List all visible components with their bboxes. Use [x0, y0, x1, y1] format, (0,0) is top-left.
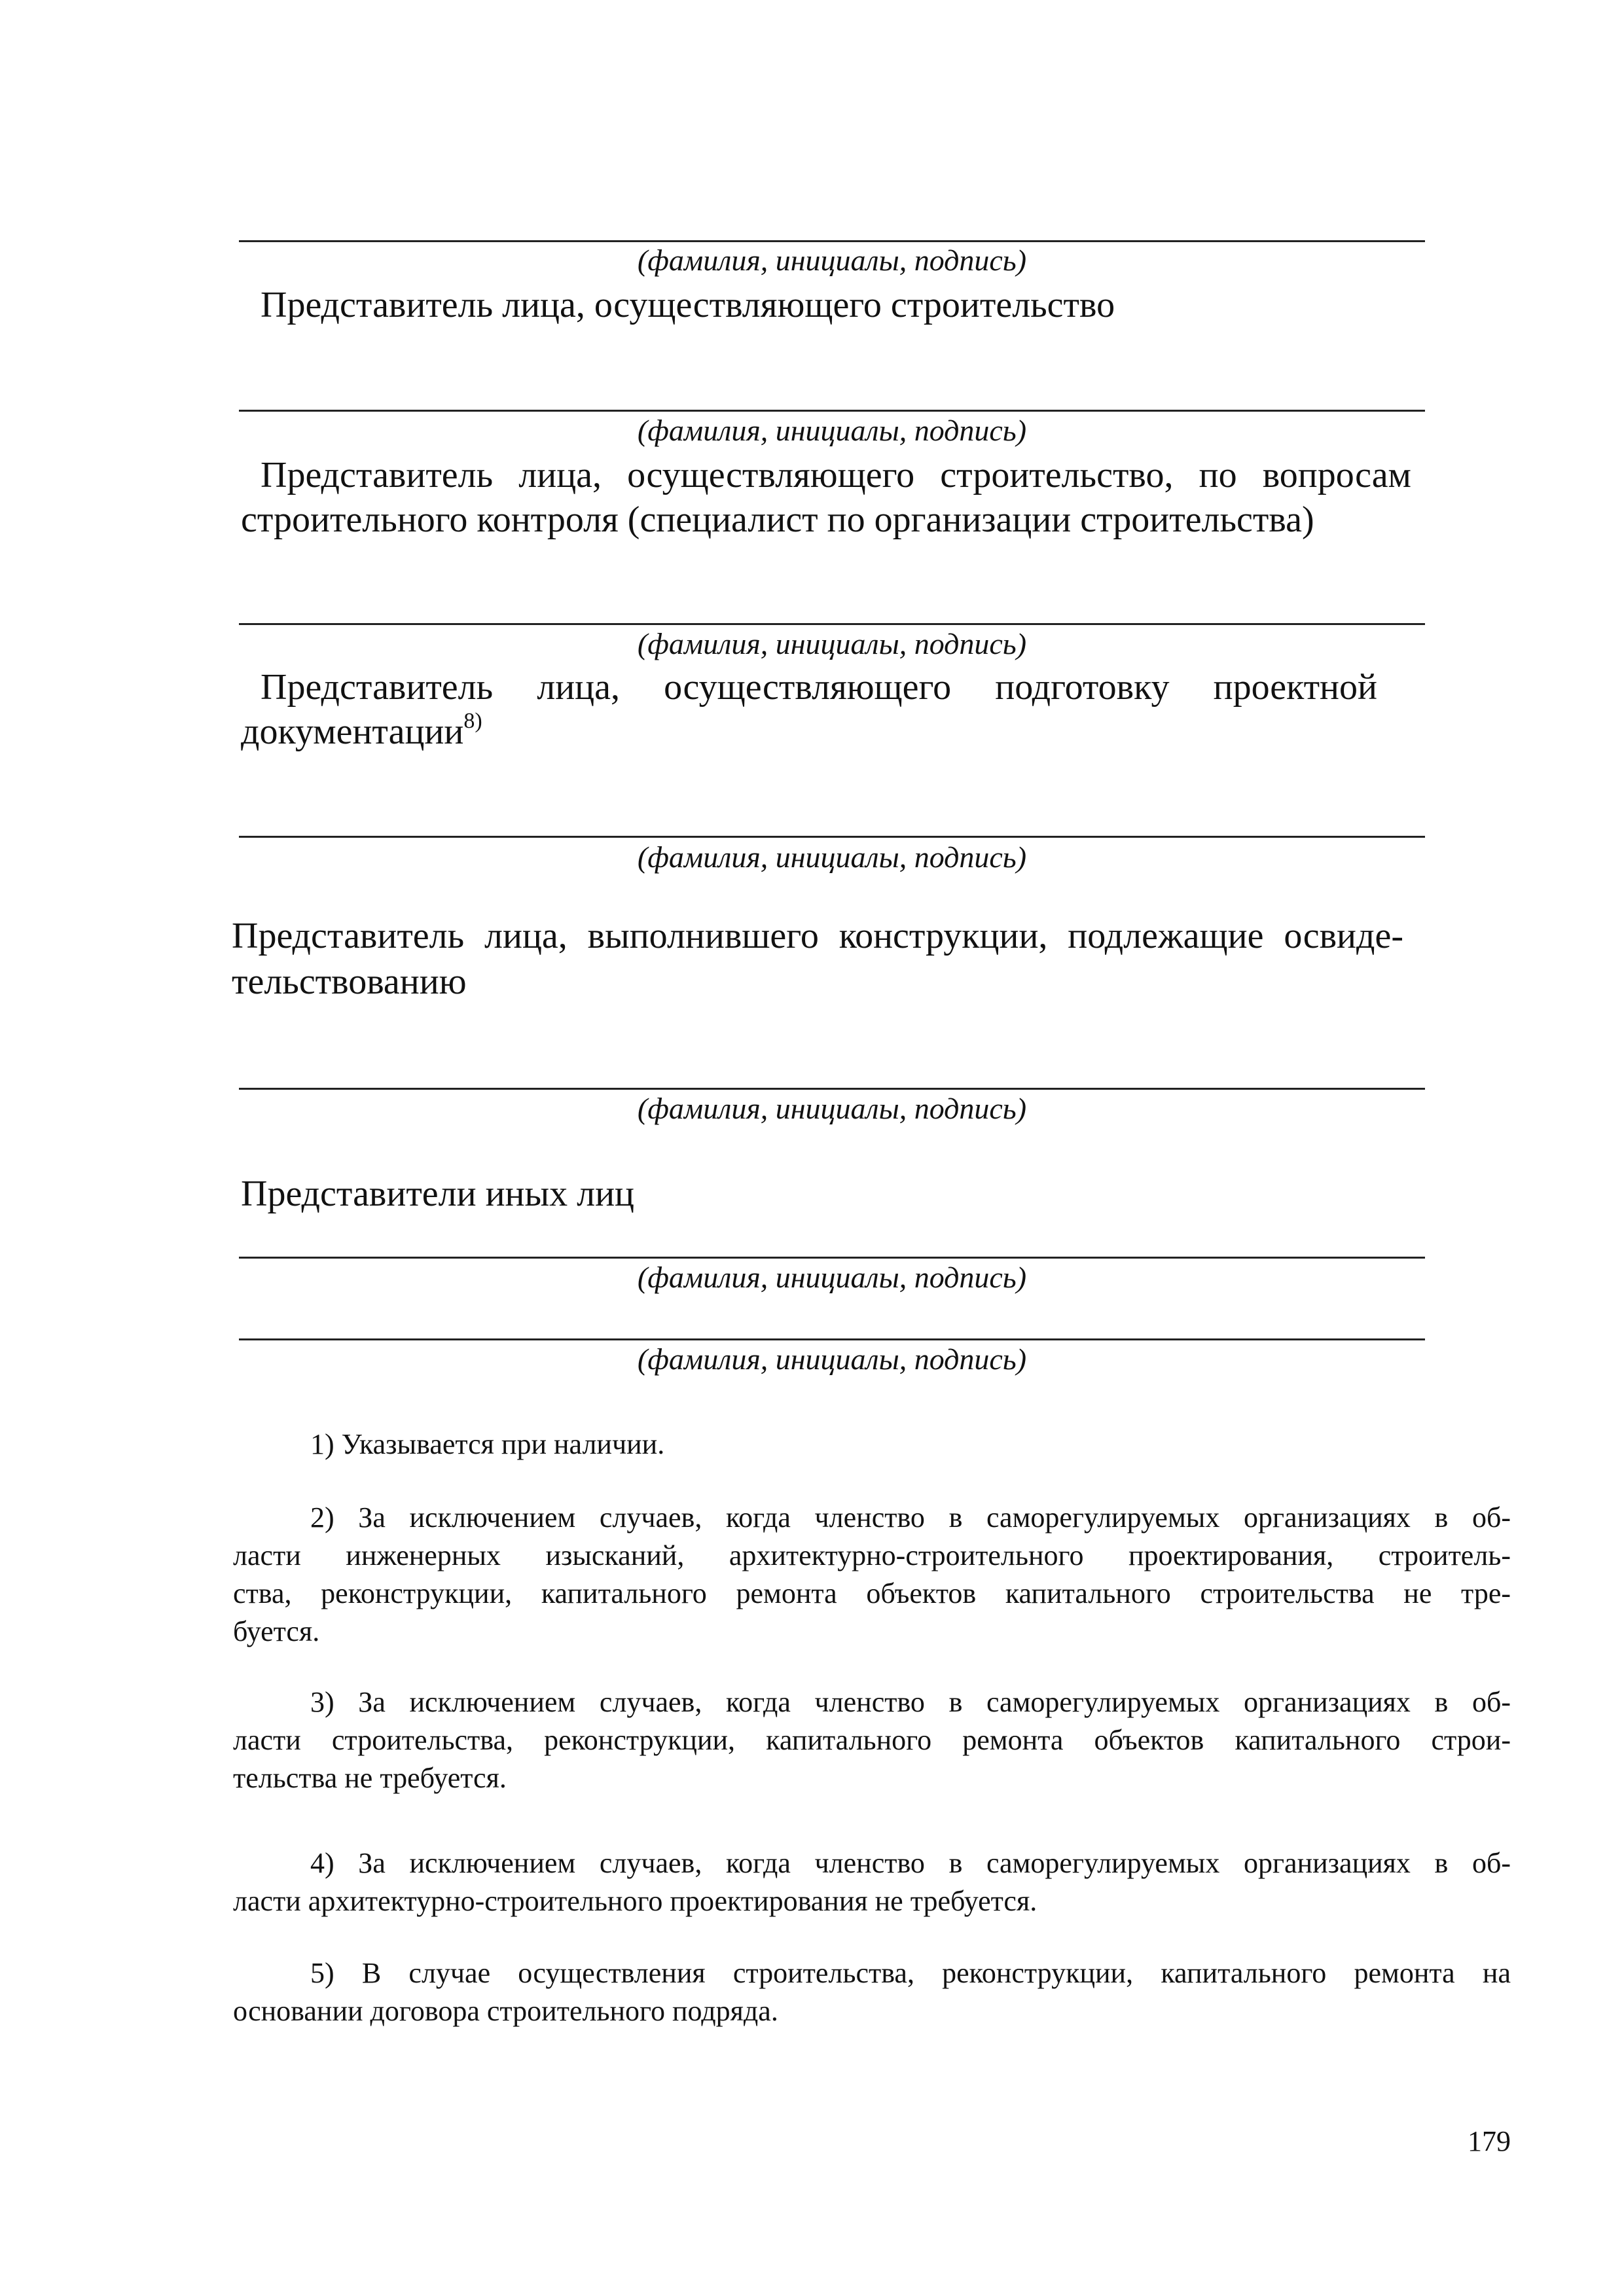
footnote-line: буется. [233, 1615, 320, 1647]
footnote-5 [233, 1954, 1511, 2030]
footnote-line: ства, реконструкции, капитального ремонта объектов капитального строительства не тре- [233, 1577, 1511, 1609]
role-other-persons: Представители иных лиц [241, 1174, 635, 1214]
role-designer-text: документации [241, 711, 464, 752]
footnote-line: ласти строительства, реконструкции, капитального ремонта объектов капитального строи- [233, 1724, 1511, 1756]
role-designer-line2 [241, 709, 482, 754]
page-number: 179 [1468, 2125, 1511, 2157]
signature-line [239, 1088, 1425, 1090]
footnote-line: ласти архитектурно-строительного проектирования не требуется. [233, 1885, 1038, 1917]
footnote-line: ласти инженерных изысканий, архитектурно-строительного проектирования, строитель- [233, 1539, 1511, 1571]
signature-caption: (фамилия, инициалы, подпись) [637, 414, 1027, 447]
signature-caption: (фамилия, инициалы, подпись) [637, 1092, 1027, 1125]
footnote-line: 1) Указывается при наличии. [310, 1428, 665, 1460]
signature-line [239, 1338, 1425, 1340]
signature-line [239, 410, 1425, 412]
footnote-2 [233, 1499, 1511, 1651]
footnote-line: 2) За исключением случаев, когда членство в саморегулируемых организациях в об- [310, 1501, 1511, 1534]
footnote-line: тельства не требуется. [233, 1762, 507, 1794]
footnote-line: основании договора строительного подряда. [233, 1995, 778, 2027]
signature-caption: (фамилия, инициалы, подпись) [637, 1261, 1027, 1294]
footnote-4 [233, 1844, 1511, 1920]
role-designer-line1: Представитель лица, осуществляющего подготовку проектной [261, 667, 1377, 708]
footnote-line: 5) В случае осуществления строительства, реконструкции, капитального ремонта на [310, 1957, 1511, 1989]
role-builder-control-line1: Представитель лица, осуществляющего строительство, по вопросам [261, 455, 1411, 495]
signature-line [239, 623, 1425, 625]
footnote-line: 4) За исключением случаев, когда членство в саморегулируемых организациях в об- [310, 1847, 1511, 1879]
role-builder-control-line2: строительного контроля (специалист по организации строительства) [241, 499, 1314, 540]
footnote-ref-8: 8) [463, 709, 482, 733]
signature-caption: (фамилия, инициалы, подпись) [637, 627, 1027, 660]
signature-line [239, 836, 1425, 838]
footnote-1 [233, 1426, 1511, 1463]
signature-line [239, 1257, 1425, 1259]
signature-caption: (фамилия, инициалы, подпись) [637, 840, 1027, 874]
role-contractor-line1: Представитель лица, выполнившего конструкции, подлежащие освиде- [232, 916, 1403, 956]
role-contractor-line2: тельствованию [232, 961, 467, 1002]
signature-caption: (фамилия, инициалы, подпись) [637, 243, 1027, 277]
footnote-line: 3) За исключением случаев, когда членство в саморегулируемых организациях в об- [310, 1686, 1511, 1718]
role-builder: Представитель лица, осуществляющего строительство [261, 285, 1115, 325]
footnote-3 [233, 1683, 1511, 1797]
signature-caption: (фамилия, инициалы, подпись) [637, 1342, 1027, 1376]
